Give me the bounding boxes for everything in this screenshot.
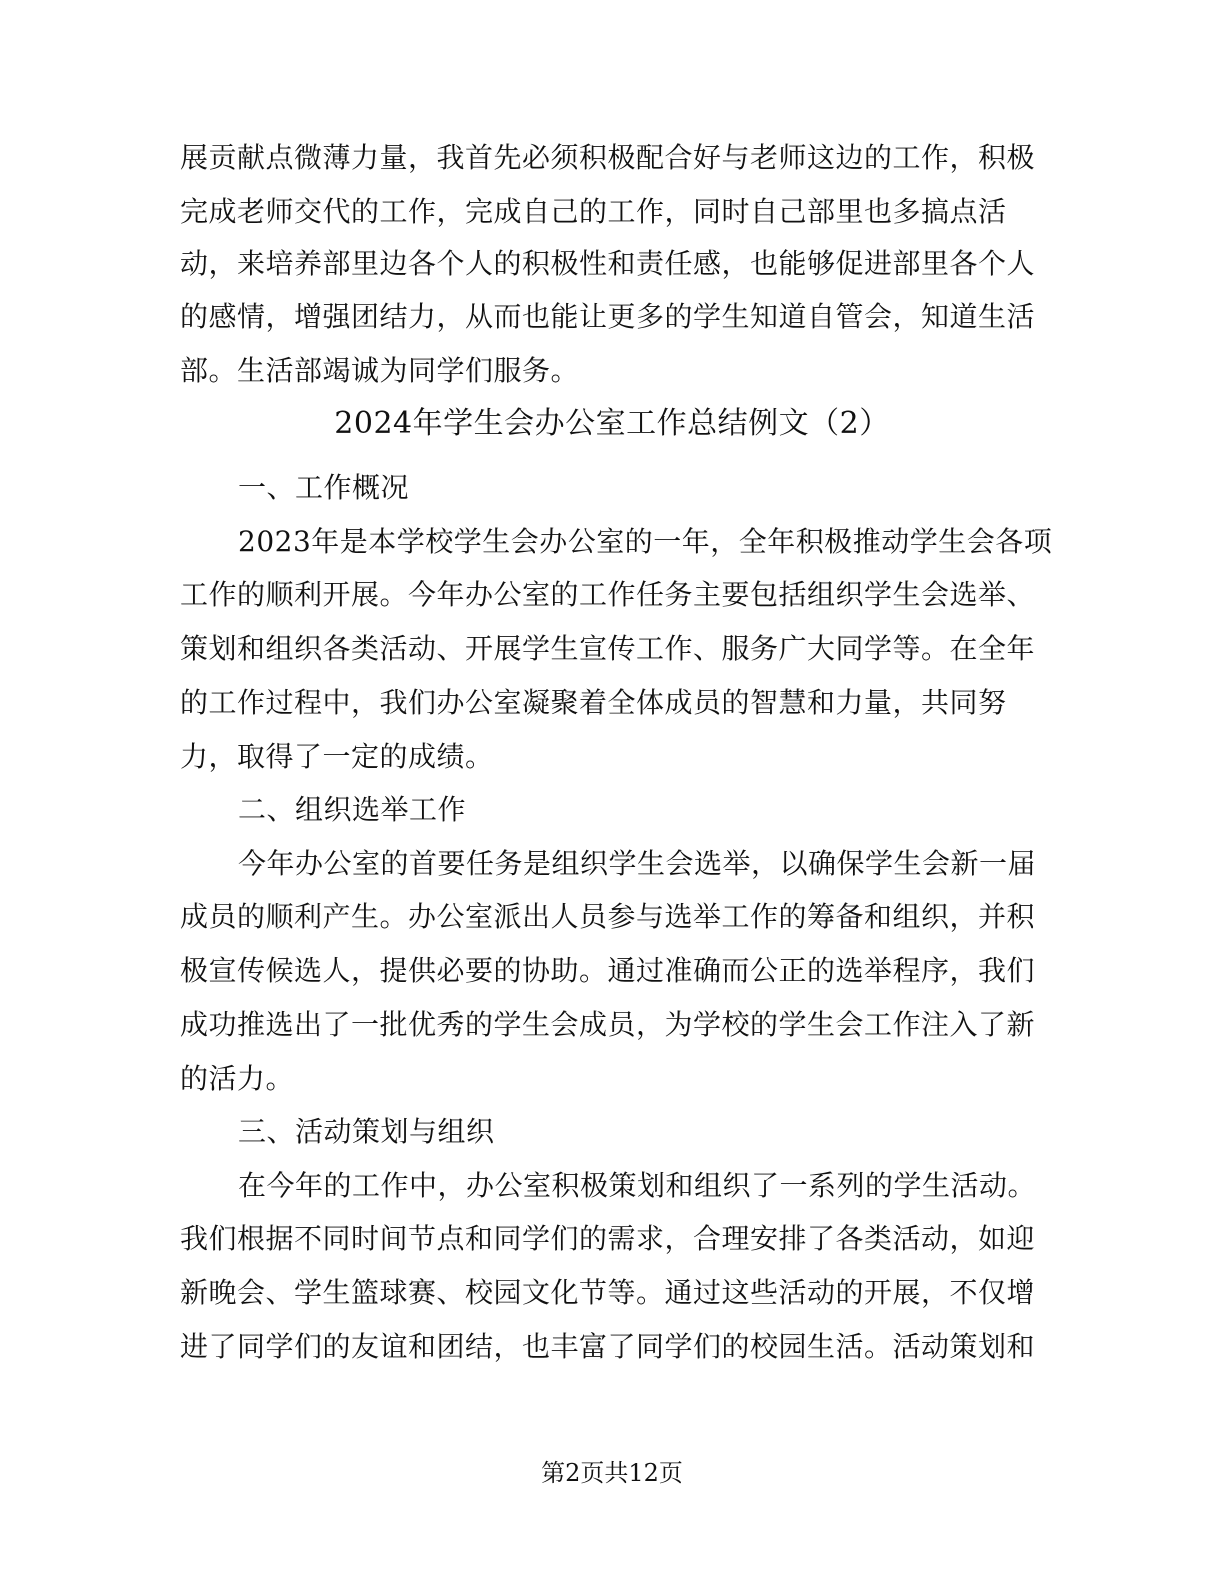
paragraph-line: 的活力。 xyxy=(180,1062,295,1095)
paragraph-line: 我们根据不同时间节点和同学们的需求，合理安排了各类活动，如迎 xyxy=(180,1222,1036,1255)
document-title: 2024年学生会办公室工作总结例文（2） xyxy=(334,406,890,441)
paragraph-line: 成功推选出了一批优秀的学生会成员，为学校的学生会工作注入了新 xyxy=(180,1008,1036,1041)
paragraph-line: 策划和组织各类活动、开展学生宣传工作、服务广大同学等。在全年 xyxy=(180,632,1036,665)
section-heading: 三、活动策划与组织 xyxy=(238,1115,495,1148)
paragraph-line: 的感情，增强团结力，从而也能让更多的学生知道自管会，知道生活 xyxy=(180,300,1036,333)
paragraph-line: 动，来培养部里边各个人的积极性和责任感，也能够促进部里各个人 xyxy=(180,247,1036,280)
page-number-footer: 第2页共12页 xyxy=(541,1459,683,1487)
paragraph-line: 在今年的工作中，办公室积极策划和组织了一系列的学生活动。 xyxy=(238,1169,1037,1202)
paragraph-line: 工作的顺利开展。今年办公室的工作任务主要包括组织学生会选举、 xyxy=(180,578,1036,611)
paragraph-line: 力，取得了一定的成绩。 xyxy=(180,740,494,773)
paragraph-line: 展贡献点微薄力量，我首先必须积极配合好与老师这边的工作，积极 xyxy=(180,141,1036,174)
section-heading: 二、组织选举工作 xyxy=(238,793,467,826)
paragraph-line: 进了同学们的友谊和团结，也丰富了同学们的校园生活。活动策划和 xyxy=(180,1330,1036,1363)
section-heading: 一、工作概况 xyxy=(238,471,410,504)
paragraph-line: 成员的顺利产生。办公室派出人员参与选举工作的筹备和组织，并积 xyxy=(180,900,1036,933)
paragraph-line: 2023年是本学校学生会办公室的一年，全年积极推动学生会各项 xyxy=(238,525,1053,558)
paragraph-line: 完成老师交代的工作，完成自己的工作，同时自己部里也多搞点活 xyxy=(180,195,1007,228)
paragraph-line: 新晚会、学生篮球赛、校园文化节等。通过这些活动的开展，不仅增 xyxy=(180,1276,1036,1309)
paragraph-line: 部。生活部竭诚为同学们服务。 xyxy=(180,354,580,387)
paragraph-line: 的工作过程中，我们办公室凝聚着全体成员的智慧和力量，共同努 xyxy=(180,686,1007,719)
paragraph-line: 今年办公室的首要任务是组织学生会选举，以确保学生会新一届 xyxy=(238,847,1037,880)
paragraph-line: 极宣传候选人，提供必要的协助。通过准确而公正的选举程序，我们 xyxy=(180,954,1036,987)
